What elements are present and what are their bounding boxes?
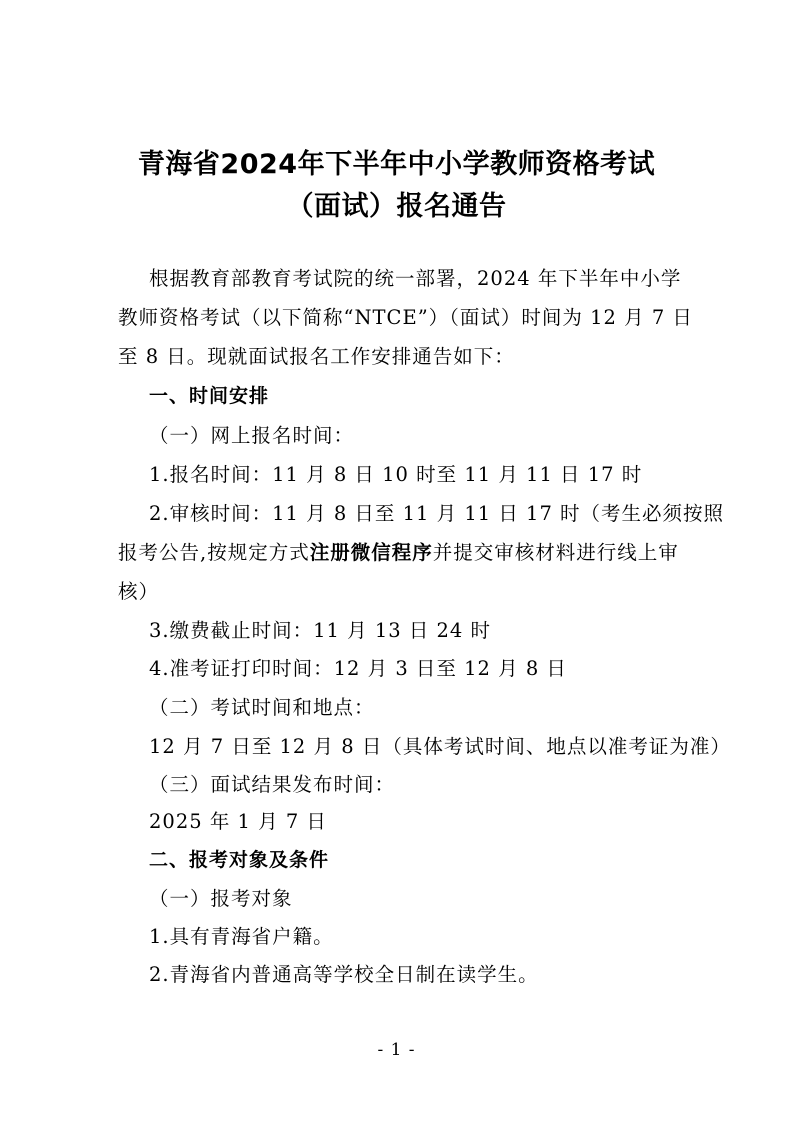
section2-sub1-heading: （一）报考对象 (149, 887, 293, 910)
section2-item2: 2.青海省内普通高等学校全日制在读学生。 (149, 963, 539, 986)
section1-item2-line1: 2.审核时间：11 月 8 日至 11 月 11 日 17 时（考生必须按照 (149, 502, 725, 525)
section1-sub2-heading: （二）考试时间和地点： (149, 696, 375, 719)
intro-line-1: 根据教育部教育考试院的统一部署，2024 年下半年中小学 (149, 267, 682, 290)
section1-item3: 3.缴费截止时间：11 月 13 日 24 时 (149, 619, 492, 642)
section1-heading: 一、时间安排 (149, 385, 270, 407)
section1-item2-line3: 核） (118, 580, 160, 603)
page-number: - 1 - (377, 1040, 416, 1060)
section1-item2-line2 (118, 537, 679, 565)
section2-item1: 1.具有青海省户籍。 (149, 925, 334, 948)
section1-sub3-text: 2025 年 1 月 7 日 (149, 810, 327, 833)
section1-sub1-heading: （一）网上报名时间： (149, 424, 355, 447)
section1-item4: 4.准考证打印时间：12 月 3 日至 12 月 8 日 (149, 657, 567, 680)
document-title-line1: 青海省2024年下半年中小学教师资格考试 (137, 149, 656, 180)
section2-heading: 二、报考对象及条件 (149, 849, 330, 871)
section1-sub3-heading: （三）面试结果发布时间： (149, 773, 396, 796)
item2-text-before: 报考公告,按规定方式 (118, 541, 310, 564)
section1-item1: 1.报名时间：11 月 8 日 10 时至 11 月 11 日 17 时 (149, 463, 643, 486)
intro-line-3: 至 8 日。现就面试报名工作安排通告如下： (118, 345, 515, 368)
item2-bold-emphasis: 注册微信程序 (309, 541, 433, 564)
intro-line-2: 教师资格考试（以下简称“NTCE”）（面试）时间为 12 月 7 日 (118, 306, 693, 329)
item2-text-after: 并提交审核材料进行线上审 (432, 541, 679, 564)
section1-sub2-text: 12 月 7 日至 12 月 8 日（具体考试时间、地点以准考证为准） (149, 735, 731, 758)
document-title-line2: （面试）报名通告 (286, 191, 507, 222)
